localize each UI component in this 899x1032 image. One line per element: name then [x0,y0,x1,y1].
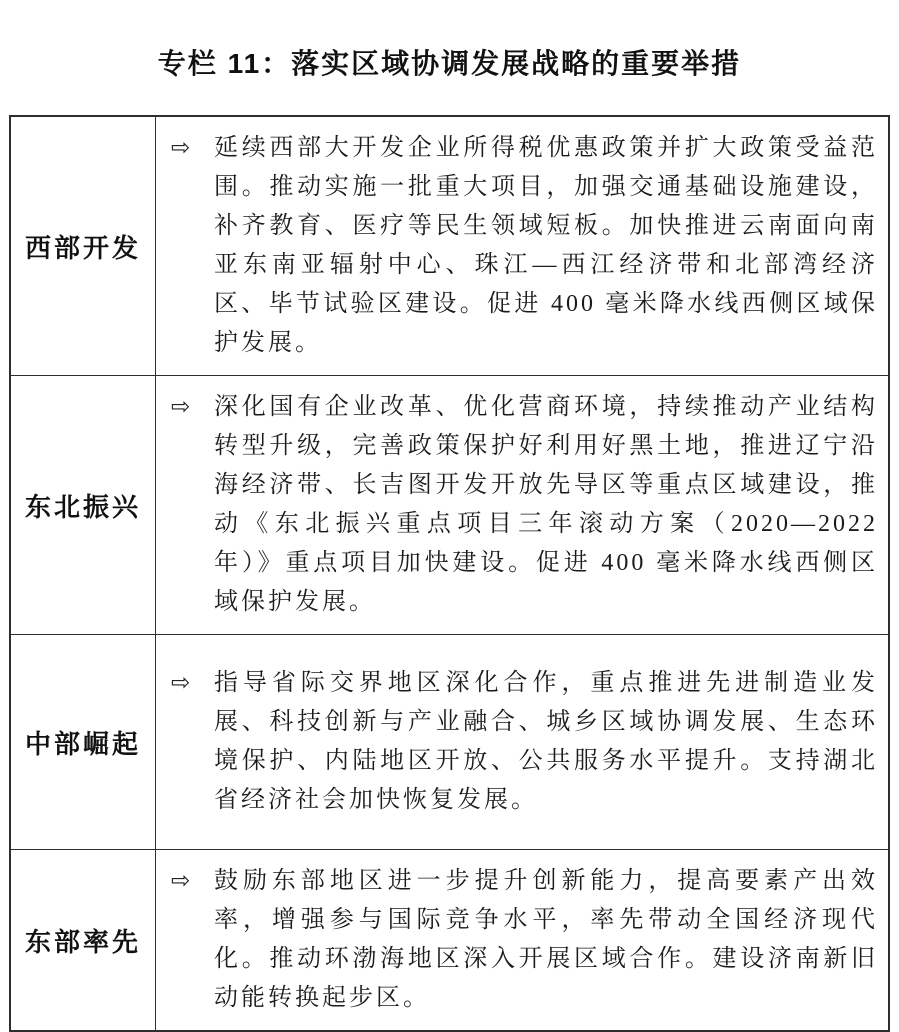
page-title: 专栏 11：落实区域协调发展战略的重要举措 [157,48,742,79]
arrow-bullet-icon: ⇨ [171,135,191,161]
measure-cell-west [156,116,890,376]
measure-text-east: 鼓励东部地区进一步提升创新能力，提高要素产出效率，增强参与国际竞争水平，率先带动全国经济现代化。推动环渤海地区深入开展区域合作。建设济南新旧动能转换起步区。 [214,868,878,1011]
table-row-northeast [10,376,889,635]
measure-cell-northeast [156,376,890,635]
region-label-east: 东部率先 [10,850,156,1032]
measure-content-east [171,862,878,1018]
measure-text-central: 指导省际交界地区深化合作，重点推进先进制造业发展、科技创新与产业融合、城乡区域协调发展、生态环境保护、内陆地区开放、公共服务水平提升。支持湖北省经济社会加快恢复发展。 [214,670,878,813]
region-label-west: 西部开发 [10,116,156,376]
table-row-east [10,850,889,1032]
measure-content-northeast [171,388,878,622]
arrow-bullet-icon: ⇨ [171,670,191,696]
region-label-northeast: 东北振兴 [10,376,156,635]
measure-content-central [171,664,878,820]
arrow-bullet-icon: ⇨ [171,868,191,894]
region-label-central: 中部崛起 [10,635,156,850]
measure-cell-central [156,635,890,850]
measures-table [9,115,890,1032]
table-row-central [10,635,889,850]
measure-cell-east [156,850,890,1032]
table-row-west [10,116,889,376]
measure-text-northeast: 深化国有企业改革、优化营商环境，持续推动产业结构转型升级，完善政策保护好利用好黑土地，推进辽宁沿海经济带、长吉图开发开放先导区等重点区域建设，推动《东北振兴重点项目三年滚动方案（2020—2022 年）》重点项目加快建设。促进 400 毫米降水线西侧区域保护发展。 [214,394,878,615]
measure-content-west [171,129,878,363]
measure-text-west: 延续西部大开发企业所得税优惠政策并扩大政策受益范围。推动实施一批重大项目，加强交通基础设施建设，补齐教育、医疗等民生领域短板。加快推进云南面向南亚东南亚辐射中心、珠江—西江经济带和北部湾经济区、毕节试验区建设。促进 400 毫米降水线西侧区域保护发展。 [214,135,878,356]
arrow-bullet-icon: ⇨ [171,394,191,420]
